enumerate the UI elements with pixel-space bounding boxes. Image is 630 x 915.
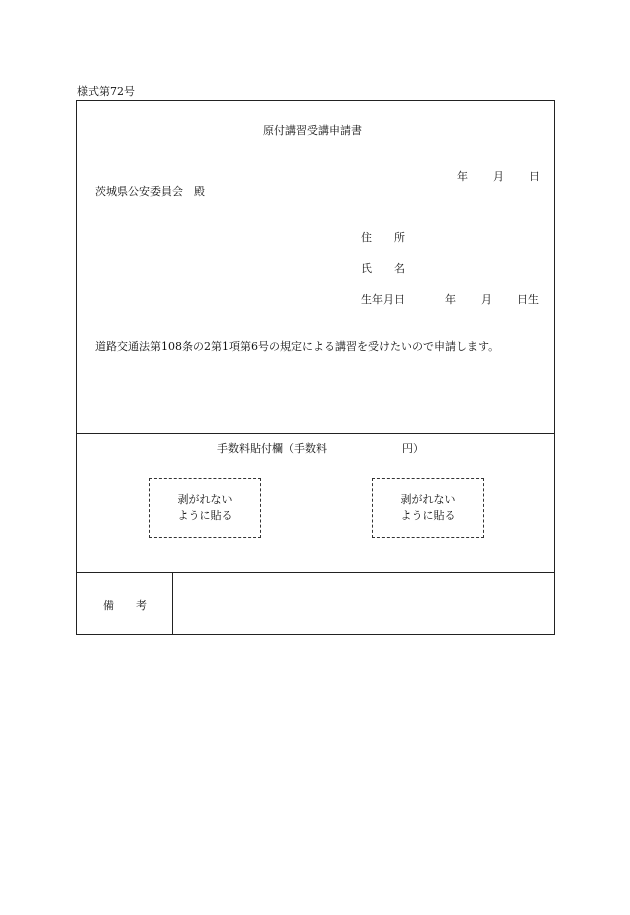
date-day-label: 日 bbox=[529, 170, 540, 183]
stamp-instruction-line1: 剥がれない bbox=[177, 493, 233, 507]
remarks-field[interactable] bbox=[173, 573, 554, 634]
application-form bbox=[76, 100, 555, 635]
revenue-stamp-box bbox=[372, 478, 484, 538]
stamp-instruction-line1: 剥がれない bbox=[400, 493, 456, 507]
stamp-instruction-line2: ように貼る bbox=[177, 509, 233, 522]
stamp-instruction-line2: ように貼る bbox=[400, 509, 456, 522]
recipient: 茨城県公安委員会 殿 bbox=[95, 185, 205, 198]
date-of-birth-label: 生年月日 bbox=[361, 293, 405, 306]
address-label: 住 所 bbox=[361, 231, 405, 244]
dob-year-label: 年 bbox=[445, 293, 456, 306]
revenue-stamp-box bbox=[149, 478, 261, 538]
fee-stamp-field-label: 手数料貼付欄（手数料 bbox=[217, 442, 327, 455]
application-statement: 道路交通法第108条の2第1項第6号の規定による講習を受けたいので申請します。 bbox=[95, 340, 500, 353]
name-label: 氏 名 bbox=[361, 262, 405, 275]
dob-month-label: 月 bbox=[481, 293, 492, 306]
section-divider bbox=[77, 433, 554, 434]
date-month-label: 月 bbox=[493, 170, 504, 183]
form-title: 原付講習受講申請書 bbox=[263, 124, 362, 137]
form-number: 様式第72号 bbox=[77, 85, 135, 98]
date-year-label: 年 bbox=[457, 170, 468, 183]
remarks-label: 備 考 bbox=[103, 599, 147, 612]
dob-day-label: 日生 bbox=[517, 293, 539, 306]
fee-unit-label: 円） bbox=[402, 442, 424, 455]
